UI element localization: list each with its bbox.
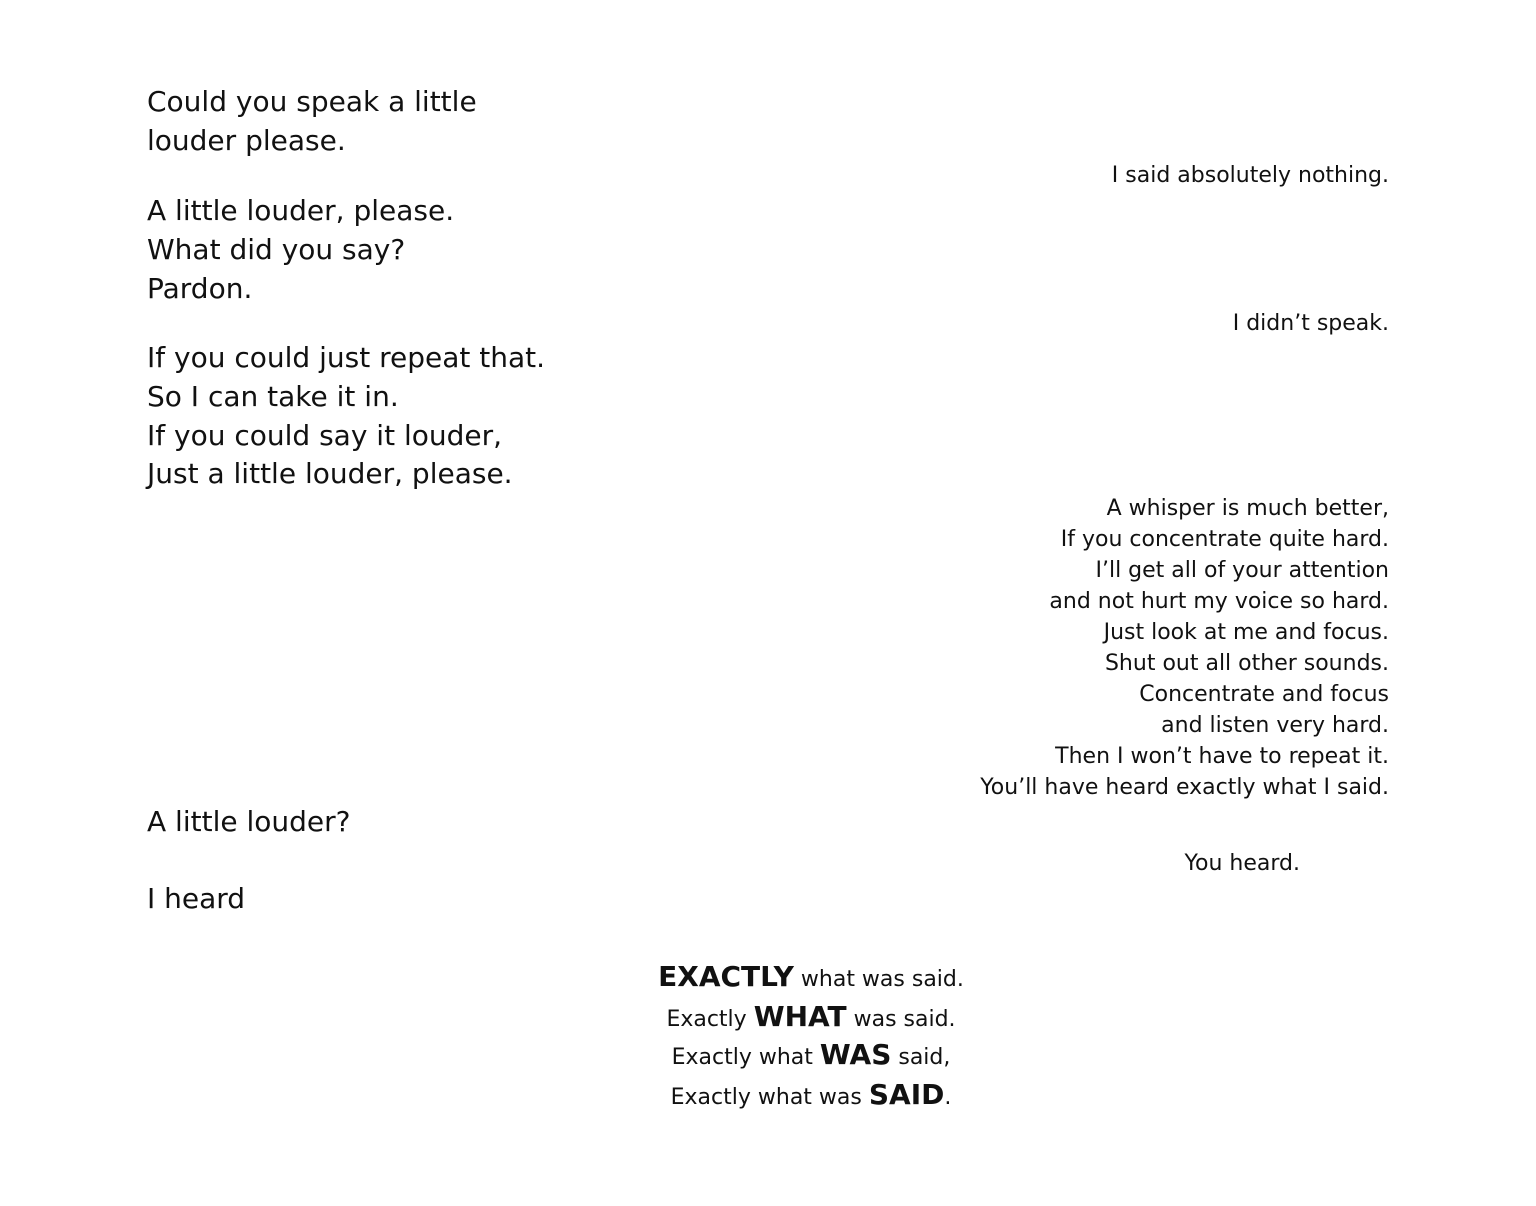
finale-line (0, 1036, 1536, 1077)
right-line: and listen very hard. (1161, 713, 1389, 738)
right-line: If you concentrate quite hard. (1060, 527, 1389, 552)
left-line: If you could say it louder, (147, 419, 503, 452)
left-line: A little louder, please. (147, 194, 455, 227)
left-line: Could you speak a little (147, 85, 477, 118)
right-line: I’ll get all of your attention (1095, 558, 1389, 583)
finale-text: said, (891, 1045, 951, 1070)
finale-text: was said. (846, 1007, 956, 1032)
finale-line (0, 958, 1536, 999)
left-line: louder please. (147, 124, 346, 157)
finale-emphasis: SAID (868, 1078, 945, 1111)
left-line: I heard (147, 882, 246, 915)
right-line: A whisper is much better, (1106, 496, 1389, 521)
right-line: You’ll have heard exactly what I said. (980, 775, 1389, 800)
right-line: Just look at me and focus. (1103, 620, 1389, 645)
left-line: What did you say? (147, 233, 406, 266)
finale-emphasis: EXACTLY (658, 960, 794, 993)
left-line: Just a little louder, please. (147, 457, 513, 490)
right-line: and not hurt my voice so hard. (1049, 589, 1389, 614)
finale-text: Exactly (666, 1007, 754, 1032)
right-line: Shut out all other sounds. (1104, 651, 1389, 676)
finale-emphasis: WAS (819, 1038, 892, 1071)
left-line: If you could just repeat that. (147, 341, 546, 374)
right-line: Concentrate and focus (1139, 682, 1389, 707)
right-line: Then I won’t have to repeat it. (1055, 744, 1389, 769)
finale-text: Exactly what was (670, 1085, 869, 1110)
finale-text: what was said. (793, 967, 964, 992)
finale-text: Exactly what (671, 1045, 820, 1070)
finale-line (0, 1076, 1536, 1117)
finale-text: . (944, 1085, 952, 1110)
right-line: I said absolutely nothing. (1111, 163, 1389, 188)
left-line: Pardon. (147, 272, 253, 305)
right-line: I didn’t speak. (1232, 311, 1389, 336)
finale-line (0, 998, 1536, 1039)
left-line: So I can take it in. (147, 380, 399, 413)
right-line: You heard. (1184, 851, 1300, 876)
left-line: A little louder? (147, 805, 351, 838)
finale-emphasis: WHAT (753, 1000, 847, 1033)
